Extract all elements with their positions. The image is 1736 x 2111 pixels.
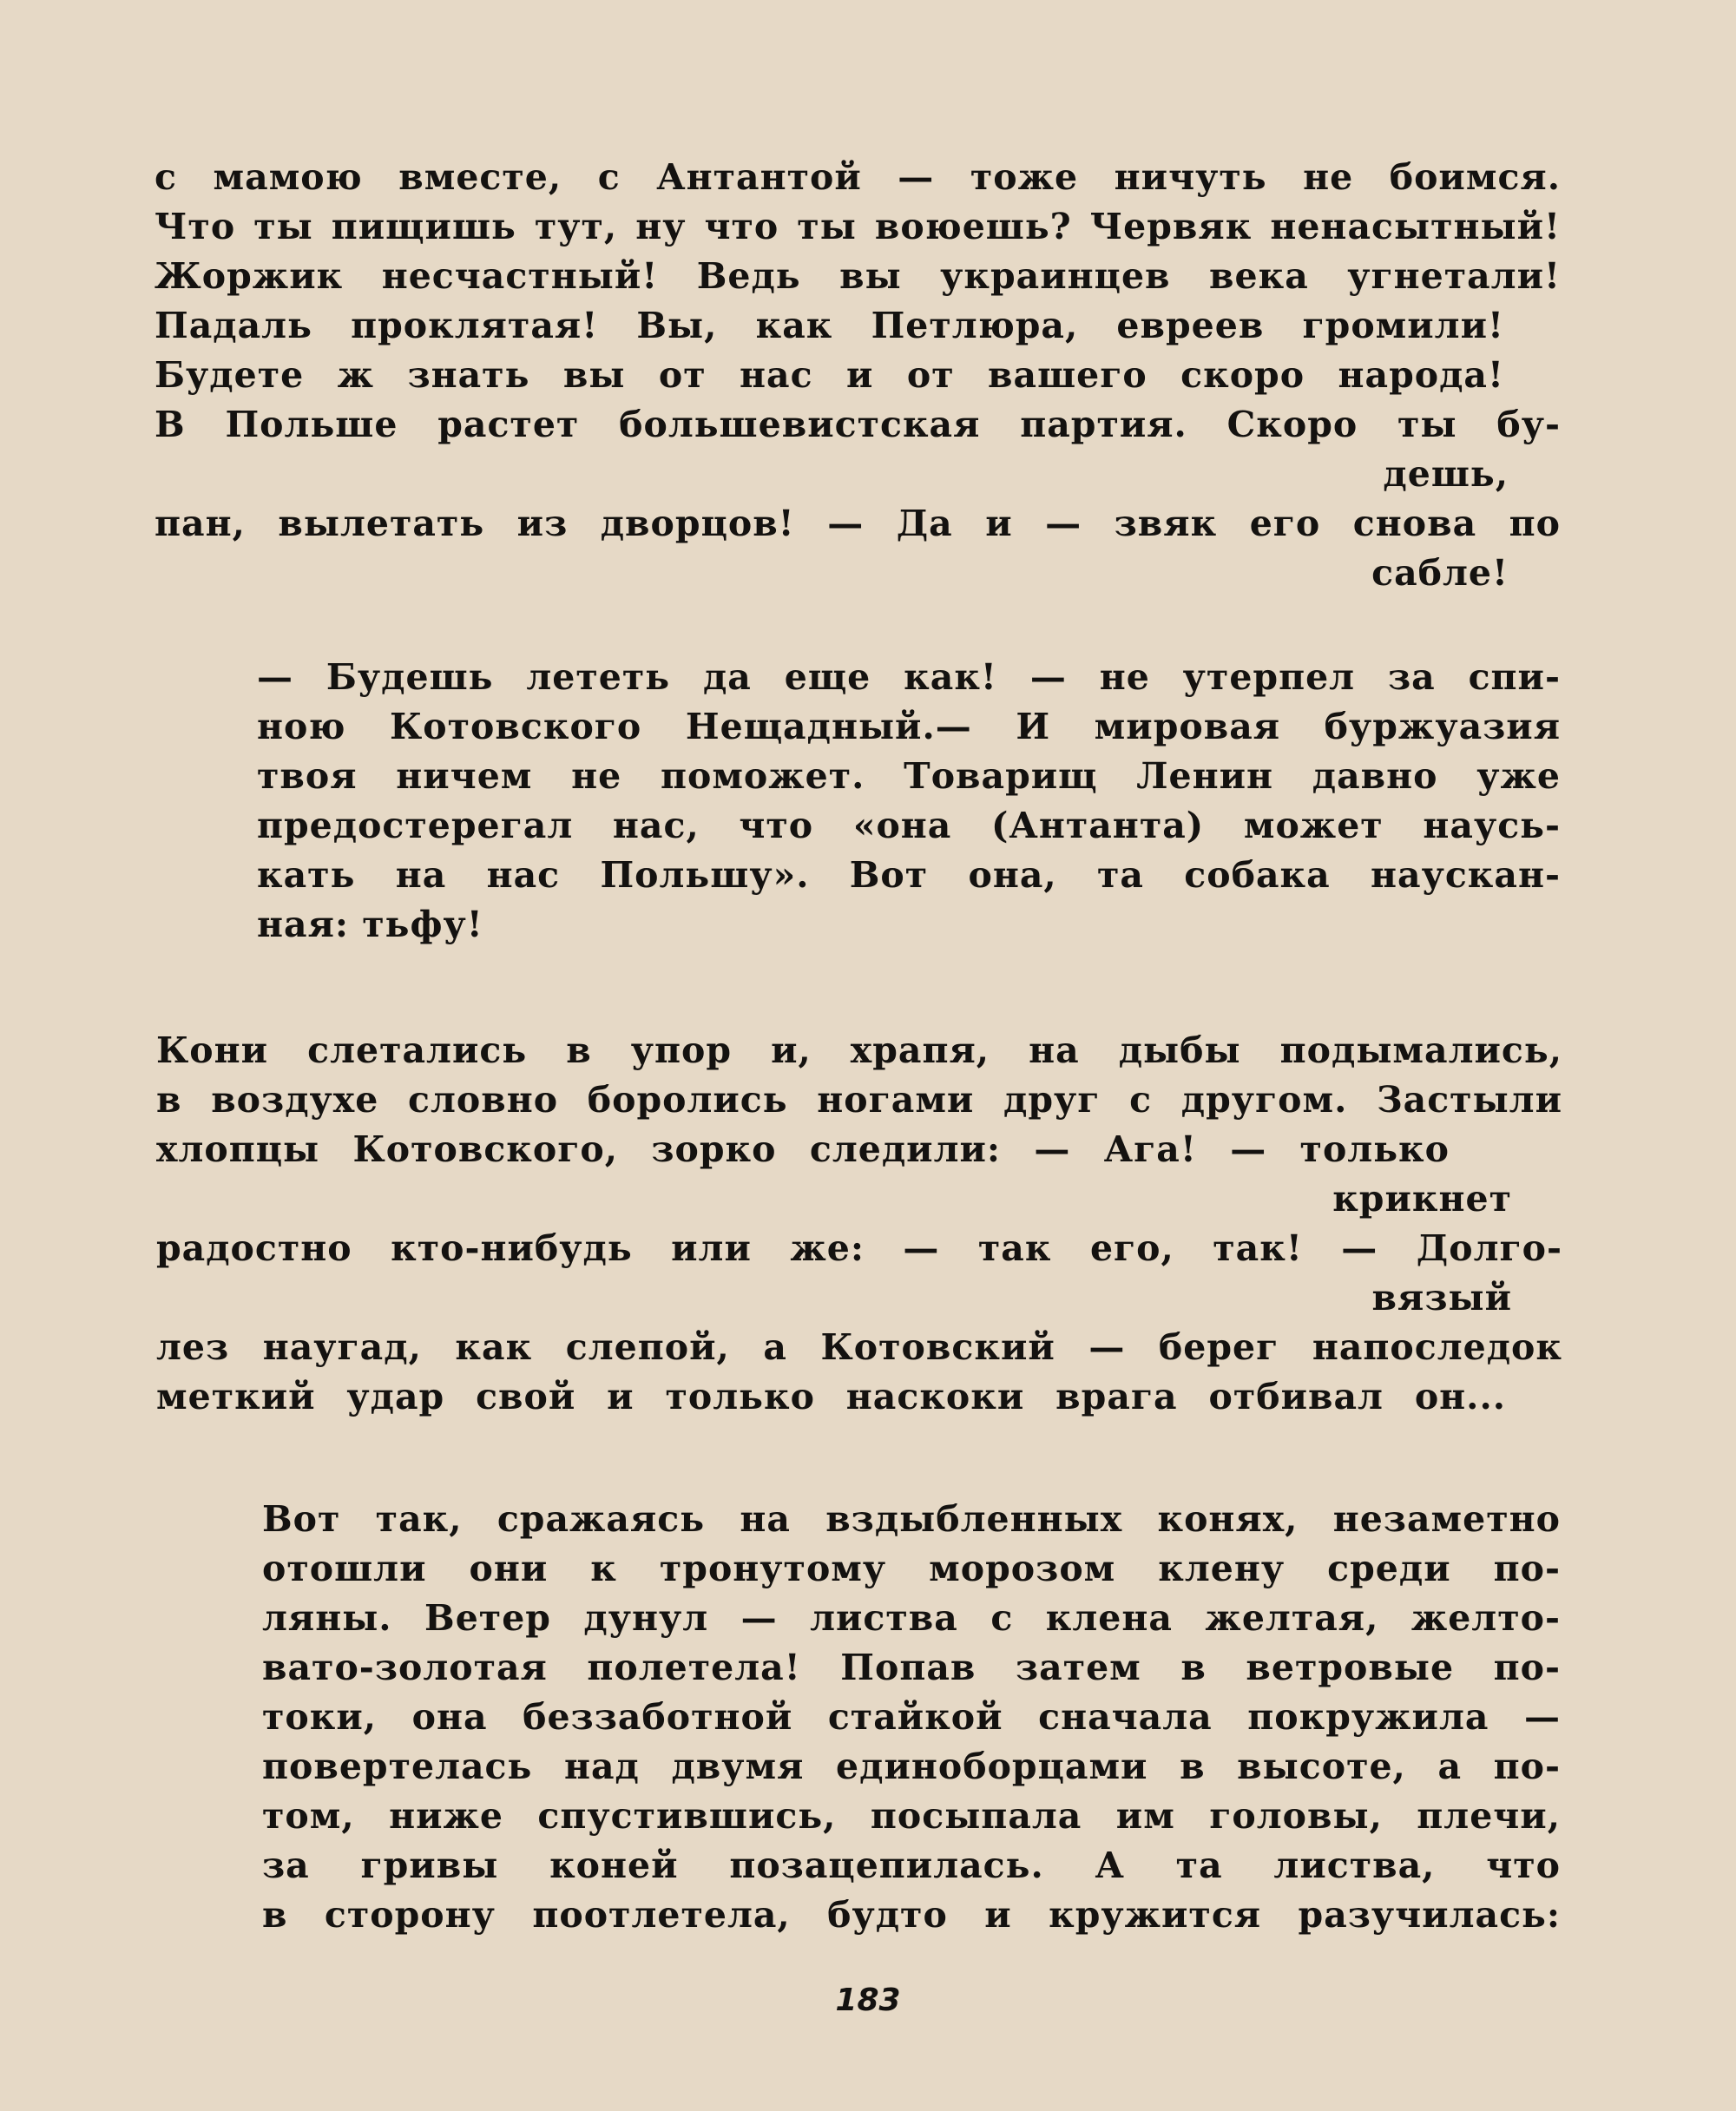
- text-line: твоя ничем не поможет. Товарищ Ленин давно уже: [257, 755, 1561, 797]
- verse-block-2: [156, 1026, 1562, 1425]
- text-line: вато-золотая полетела! Попав затем в ветровые по-: [262, 1647, 1561, 1688]
- text-line: пан, вылетать из дворцов! — Да и — звяк его снова по: [155, 503, 1561, 544]
- text-line: Падаль проклятая! Вы, как Петлюра, евреев громили!: [155, 305, 1504, 346]
- prose-block-1: [257, 653, 1561, 948]
- text-line: лез наугад, как слепой, а Котовский — берег напоследок: [156, 1326, 1562, 1368]
- verse-block-1: [155, 153, 1561, 604]
- text-line: токи, она беззаботной стайкой сначала покружила —: [262, 1696, 1561, 1738]
- text-line-hanging: сабле!: [1371, 552, 1509, 594]
- text-line: кать на нас Польшу». Вот она, та собака наускан-: [257, 854, 1561, 896]
- text-line-hanging: вязый: [1371, 1277, 1512, 1319]
- text-line: ляны. Ветер дунул — листва с клена желтая, желто-: [262, 1597, 1561, 1639]
- text-line: предостерегал нас, что «она (Антанта) может наусь-: [257, 805, 1561, 846]
- text-line: в воздухе словно боролись ногами друг с другом. Застыли: [156, 1079, 1562, 1121]
- text-line: с мамою вместе, с Антантой — тоже ничуть не боимся.: [155, 156, 1561, 198]
- text-line: за гривы коней позацепилась. А та листва, что: [262, 1845, 1561, 1886]
- text-line: радостно кто-нибудь или же: — так его, так! — Долго-: [156, 1227, 1562, 1269]
- text-line: Жоржик несчастный! Ведь вы украинцев века угнетали!: [155, 255, 1561, 297]
- text-line: ною Котовского Нещадный.— И мировая буржуазия: [257, 706, 1561, 747]
- text-line: отошли они к тронутому морозом клену среди по-: [262, 1548, 1561, 1589]
- text-line: том, ниже спустившись, посыпала им головы, плечи,: [262, 1795, 1561, 1837]
- text-line: хлопцы Котовского, зорко следили: — Ага! — только: [156, 1128, 1450, 1170]
- text-line: меткий удар свой и только наскоки врага отбивал он...: [156, 1376, 1506, 1417]
- text-line: В Польше растет большевистская партия. Скоро ты бу-: [155, 404, 1561, 445]
- text-line: Вот так, сражаясь на вздыбленных конях, незаметно: [262, 1498, 1561, 1540]
- text-line-hanging: дешь,: [1383, 453, 1509, 495]
- prose-block-2: [262, 1495, 1561, 1946]
- text-line: повертелась над двумя единоборцами в высоте, а по-: [262, 1746, 1561, 1787]
- text-line: Кони слетались в упор и, храпя, на дыбы подымались,: [156, 1029, 1562, 1071]
- text-line: Что ты пищишь тут, ну что ты воюешь? Червяк ненасытный!: [155, 206, 1561, 247]
- text-line: — Будешь лететь да еще как! — не утерпел за спи-: [257, 656, 1561, 698]
- text-line: ная: тьфу!: [257, 904, 483, 945]
- text-line-hanging: крикнет: [1332, 1178, 1512, 1220]
- page-number: 183: [835, 1983, 901, 2018]
- text-line: Будете ж знать вы от нас и от вашего скоро народа!: [155, 354, 1504, 396]
- text-line: в сторону поотлетела, будто и кружится разучилась:: [262, 1894, 1561, 1936]
